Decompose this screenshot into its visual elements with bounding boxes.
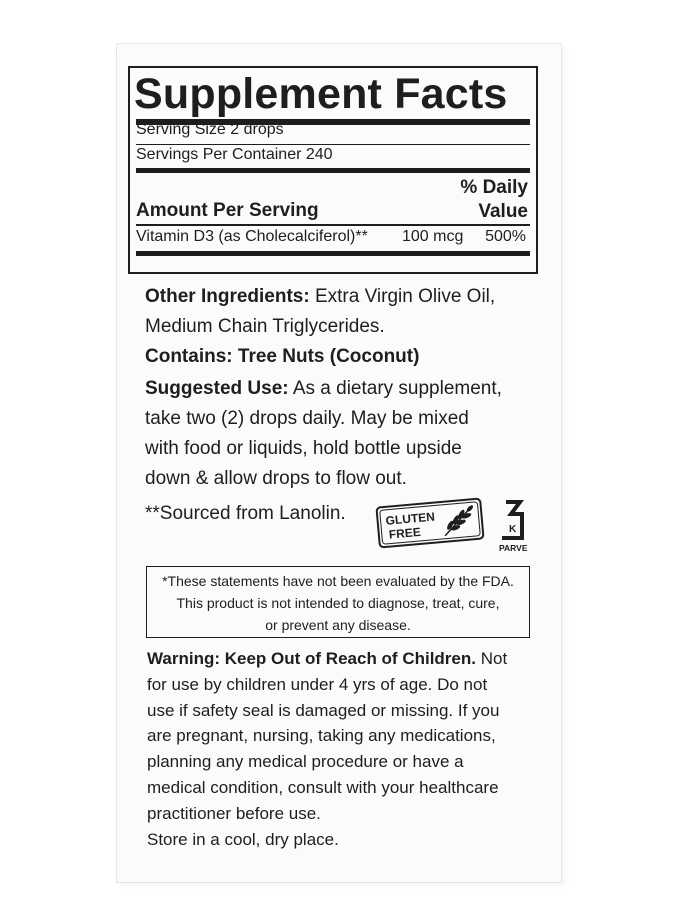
other-ingredients <box>145 282 529 372</box>
daily-value-header-line2: Value <box>478 201 528 222</box>
suggested-use <box>145 374 529 494</box>
warning-line8: Store in a cool, dry place. <box>147 829 339 849</box>
contains-label: Contains: <box>145 346 233 367</box>
suggested-use-line1: As a dietary supplement, <box>288 378 502 399</box>
fda-disclaimer <box>146 566 530 638</box>
facts-title: Supplement Facts <box>134 70 508 118</box>
warning-section <box>147 646 529 852</box>
serving-size: Serving Size 2 drops <box>136 121 284 138</box>
warning-line7: practitioner before use. <box>147 803 321 823</box>
other-ingredients-label: Other Ingredients: <box>145 286 310 307</box>
fda-line2: This product is not intended to diagnose, treat, cure, <box>176 595 500 611</box>
warning-line6: medical condition, consult with your healthcare <box>147 777 499 797</box>
other-ingredients-text-1: Extra Virgin Olive Oil, <box>309 286 496 307</box>
thin-rule <box>136 144 530 145</box>
nutrient-amount: 100 mcg <box>402 228 464 245</box>
thick-rule <box>136 168 530 173</box>
contains-text: Tree Nuts (Coconut) <box>232 346 420 367</box>
warning-line1: Not <box>476 649 508 668</box>
supplement-facts-panel <box>128 66 538 274</box>
kosher-symbol-icon <box>502 502 522 538</box>
gluten-free-badge <box>374 496 485 549</box>
sourced-from-lanolin: **Sourced from Lanolin. <box>145 503 346 524</box>
medium-rule <box>136 224 530 226</box>
fda-line3: or prevent any disease. <box>265 617 411 633</box>
kosher-parve-badge <box>496 498 532 554</box>
fda-line1: *These statements have not been evaluated by the FDA. <box>162 573 514 589</box>
nutrient-daily-value: 500% <box>485 228 526 245</box>
suggested-use-label: Suggested Use: <box>145 378 289 399</box>
gluten-free-line2: FREE <box>388 524 422 542</box>
warning-line5: planning any medical procedure or have a <box>147 752 464 772</box>
amount-per-serving: Amount Per Serving <box>136 200 319 221</box>
suggested-use-line3: with food or liquids, hold bottle upside <box>145 438 462 459</box>
warning-line3: use if safety seal is damaged or missing. If you <box>147 700 500 720</box>
daily-value-header-line1: % Daily <box>460 177 528 198</box>
warning-line2: for use by children under 4 yrs of age. Do not <box>147 674 488 694</box>
warning-label: Warning: Keep Out of Reach of Children. <box>147 649 476 668</box>
servings-per-container: Servings Per Container 240 <box>136 146 333 163</box>
kosher-label: PARVE <box>499 543 528 553</box>
kosher-letter: K <box>509 524 517 535</box>
daily-value-header <box>460 176 528 224</box>
thick-rule <box>136 251 530 256</box>
other-ingredients-text-2: Medium Chain Triglycerides. <box>145 316 385 337</box>
suggested-use-line4: down & allow drops to flow out. <box>145 468 407 489</box>
wheat-icon <box>443 504 477 536</box>
warning-line4: are pregnant, nursing, taking any medications, <box>147 726 496 746</box>
suggested-use-line2: take two (2) drops daily. May be mixed <box>145 408 469 429</box>
nutrient-name: Vitamin D3 (as Cholecalciferol)** <box>136 228 368 245</box>
gluten-free-line1: GLUTEN <box>385 509 436 528</box>
